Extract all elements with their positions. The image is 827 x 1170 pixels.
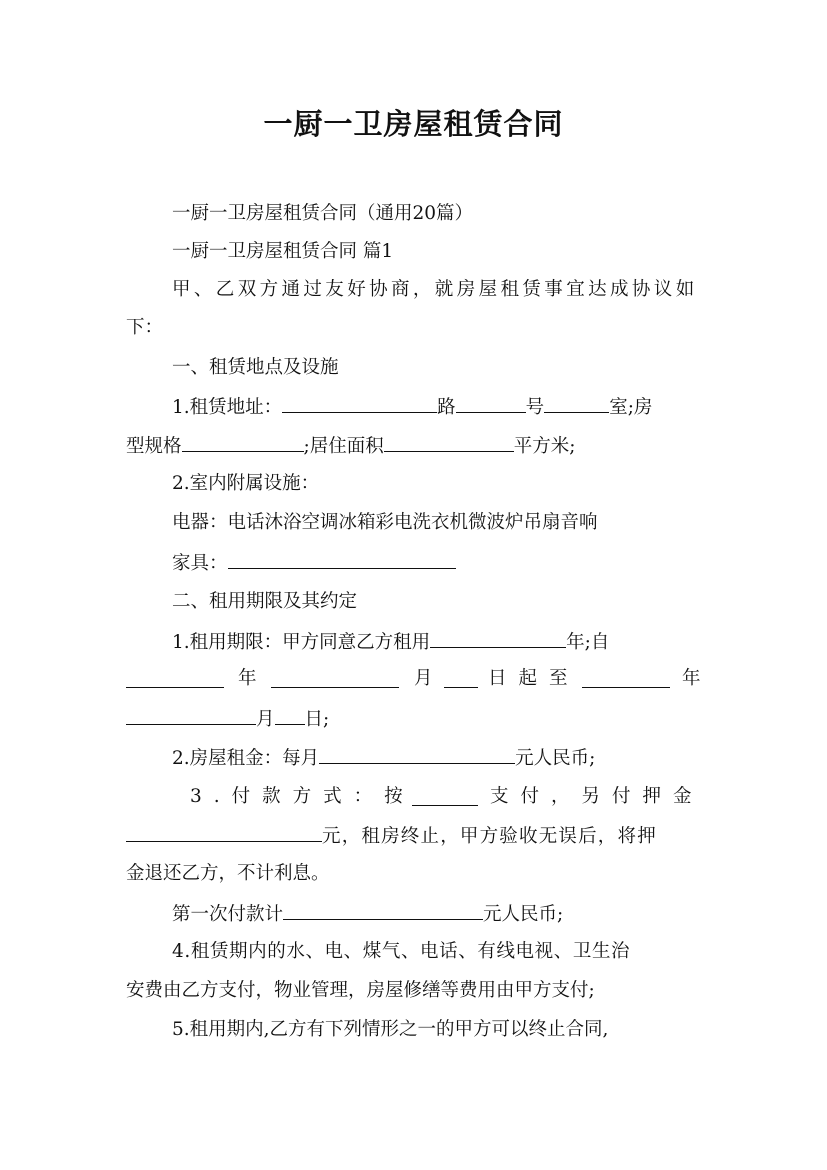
sqm-label: 平方米; — [513, 436, 576, 457]
rent-unit: 元人民币; — [515, 748, 596, 769]
clause-line — [126, 433, 575, 459]
clause-label: 1.租赁地址： — [172, 397, 283, 418]
rent-blank — [319, 745, 515, 764]
clause-line: 2.室内附属设施： — [172, 473, 320, 494]
end-month-blank — [126, 706, 256, 725]
clause-line — [172, 745, 595, 771]
room-blank — [544, 394, 609, 413]
end-day-blank — [275, 706, 305, 725]
section-heading: 一厨一卫房屋租赁合同 篇1 — [172, 241, 394, 262]
term-label: 1.租用期限：甲方同意乙方租用 — [172, 632, 431, 653]
first-payment-label: 第一次付款计 — [172, 904, 284, 925]
clause-line — [172, 550, 456, 576]
clause-line: 电器：电话沐浴空调冰箱彩电洗衣机微波炉吊扇音响 — [172, 512, 598, 533]
month-label: 月 — [414, 668, 433, 689]
end-month-label: 月 — [256, 709, 275, 730]
area-blank — [384, 433, 514, 452]
payment-label: 3.付款方式：按 — [190, 786, 415, 807]
end-year-label: 年 — [682, 668, 701, 689]
clause-line — [172, 394, 652, 420]
end-day-label: 日; — [304, 709, 330, 730]
layout-label: 型规格 — [126, 436, 182, 457]
number-label: 号 — [525, 397, 545, 418]
paragraph-line: 甲、乙双方通过友好协商，就房屋租赁事宜达成协议如 — [172, 279, 698, 300]
rent-label: 2.房屋租金：每月 — [172, 748, 320, 769]
address-blank — [282, 394, 437, 413]
furniture-label: 家具： — [172, 553, 228, 574]
subtitle-line: 一厨一卫房屋租赁合同（通用20篇） — [172, 203, 474, 224]
deposit-blank — [126, 823, 322, 842]
number-blank — [456, 394, 526, 413]
furniture-blank — [228, 550, 456, 569]
start-month-blank — [271, 669, 399, 688]
clause-line — [172, 629, 609, 655]
clause-line: 5.租用期内,乙方有下列情形之一的甲方可以终止合同, — [172, 1019, 609, 1040]
first-payment-unit: 元人民币; — [483, 904, 564, 925]
payment-method-blank — [412, 787, 478, 806]
first-payment-blank — [283, 901, 483, 920]
end-year-blank — [582, 669, 670, 688]
deposit-label: 支付，另付押金 — [490, 786, 704, 807]
road-label: 路 — [437, 397, 456, 418]
clause-line — [126, 706, 329, 732]
term-blank — [430, 629, 566, 648]
day-to-label: 日起至 — [488, 668, 580, 689]
clause-line: 4.租赁期内的水、电、煤气、电话、有线电视、卫生治 — [172, 941, 631, 962]
clause-line — [126, 823, 657, 849]
year-label: 年 — [238, 668, 257, 689]
clause-line — [172, 901, 563, 927]
deposit-text: 元，租房终止，甲方验收无误后，将押 — [322, 826, 657, 847]
area-label: ;居住面积 — [303, 436, 384, 457]
paragraph-line: 下： — [126, 317, 164, 338]
year-from-label: 年;自 — [566, 632, 610, 653]
layout-blank — [182, 433, 304, 452]
paragraph-line: 安费由乙方支付，物业管理，房屋修缮等费用由甲方支付; — [126, 980, 595, 1001]
room-label: 室;房 — [609, 397, 653, 418]
start-year-blank — [126, 669, 224, 688]
section-heading: 二、租用期限及其约定 — [172, 591, 358, 612]
document-title: 一厨一卫房屋租赁合同 — [263, 107, 564, 141]
start-day-blank — [444, 669, 478, 688]
paragraph-line: 金退还乙方，不计利息。 — [126, 863, 330, 884]
section-heading: 一、租赁地点及设施 — [172, 357, 339, 378]
